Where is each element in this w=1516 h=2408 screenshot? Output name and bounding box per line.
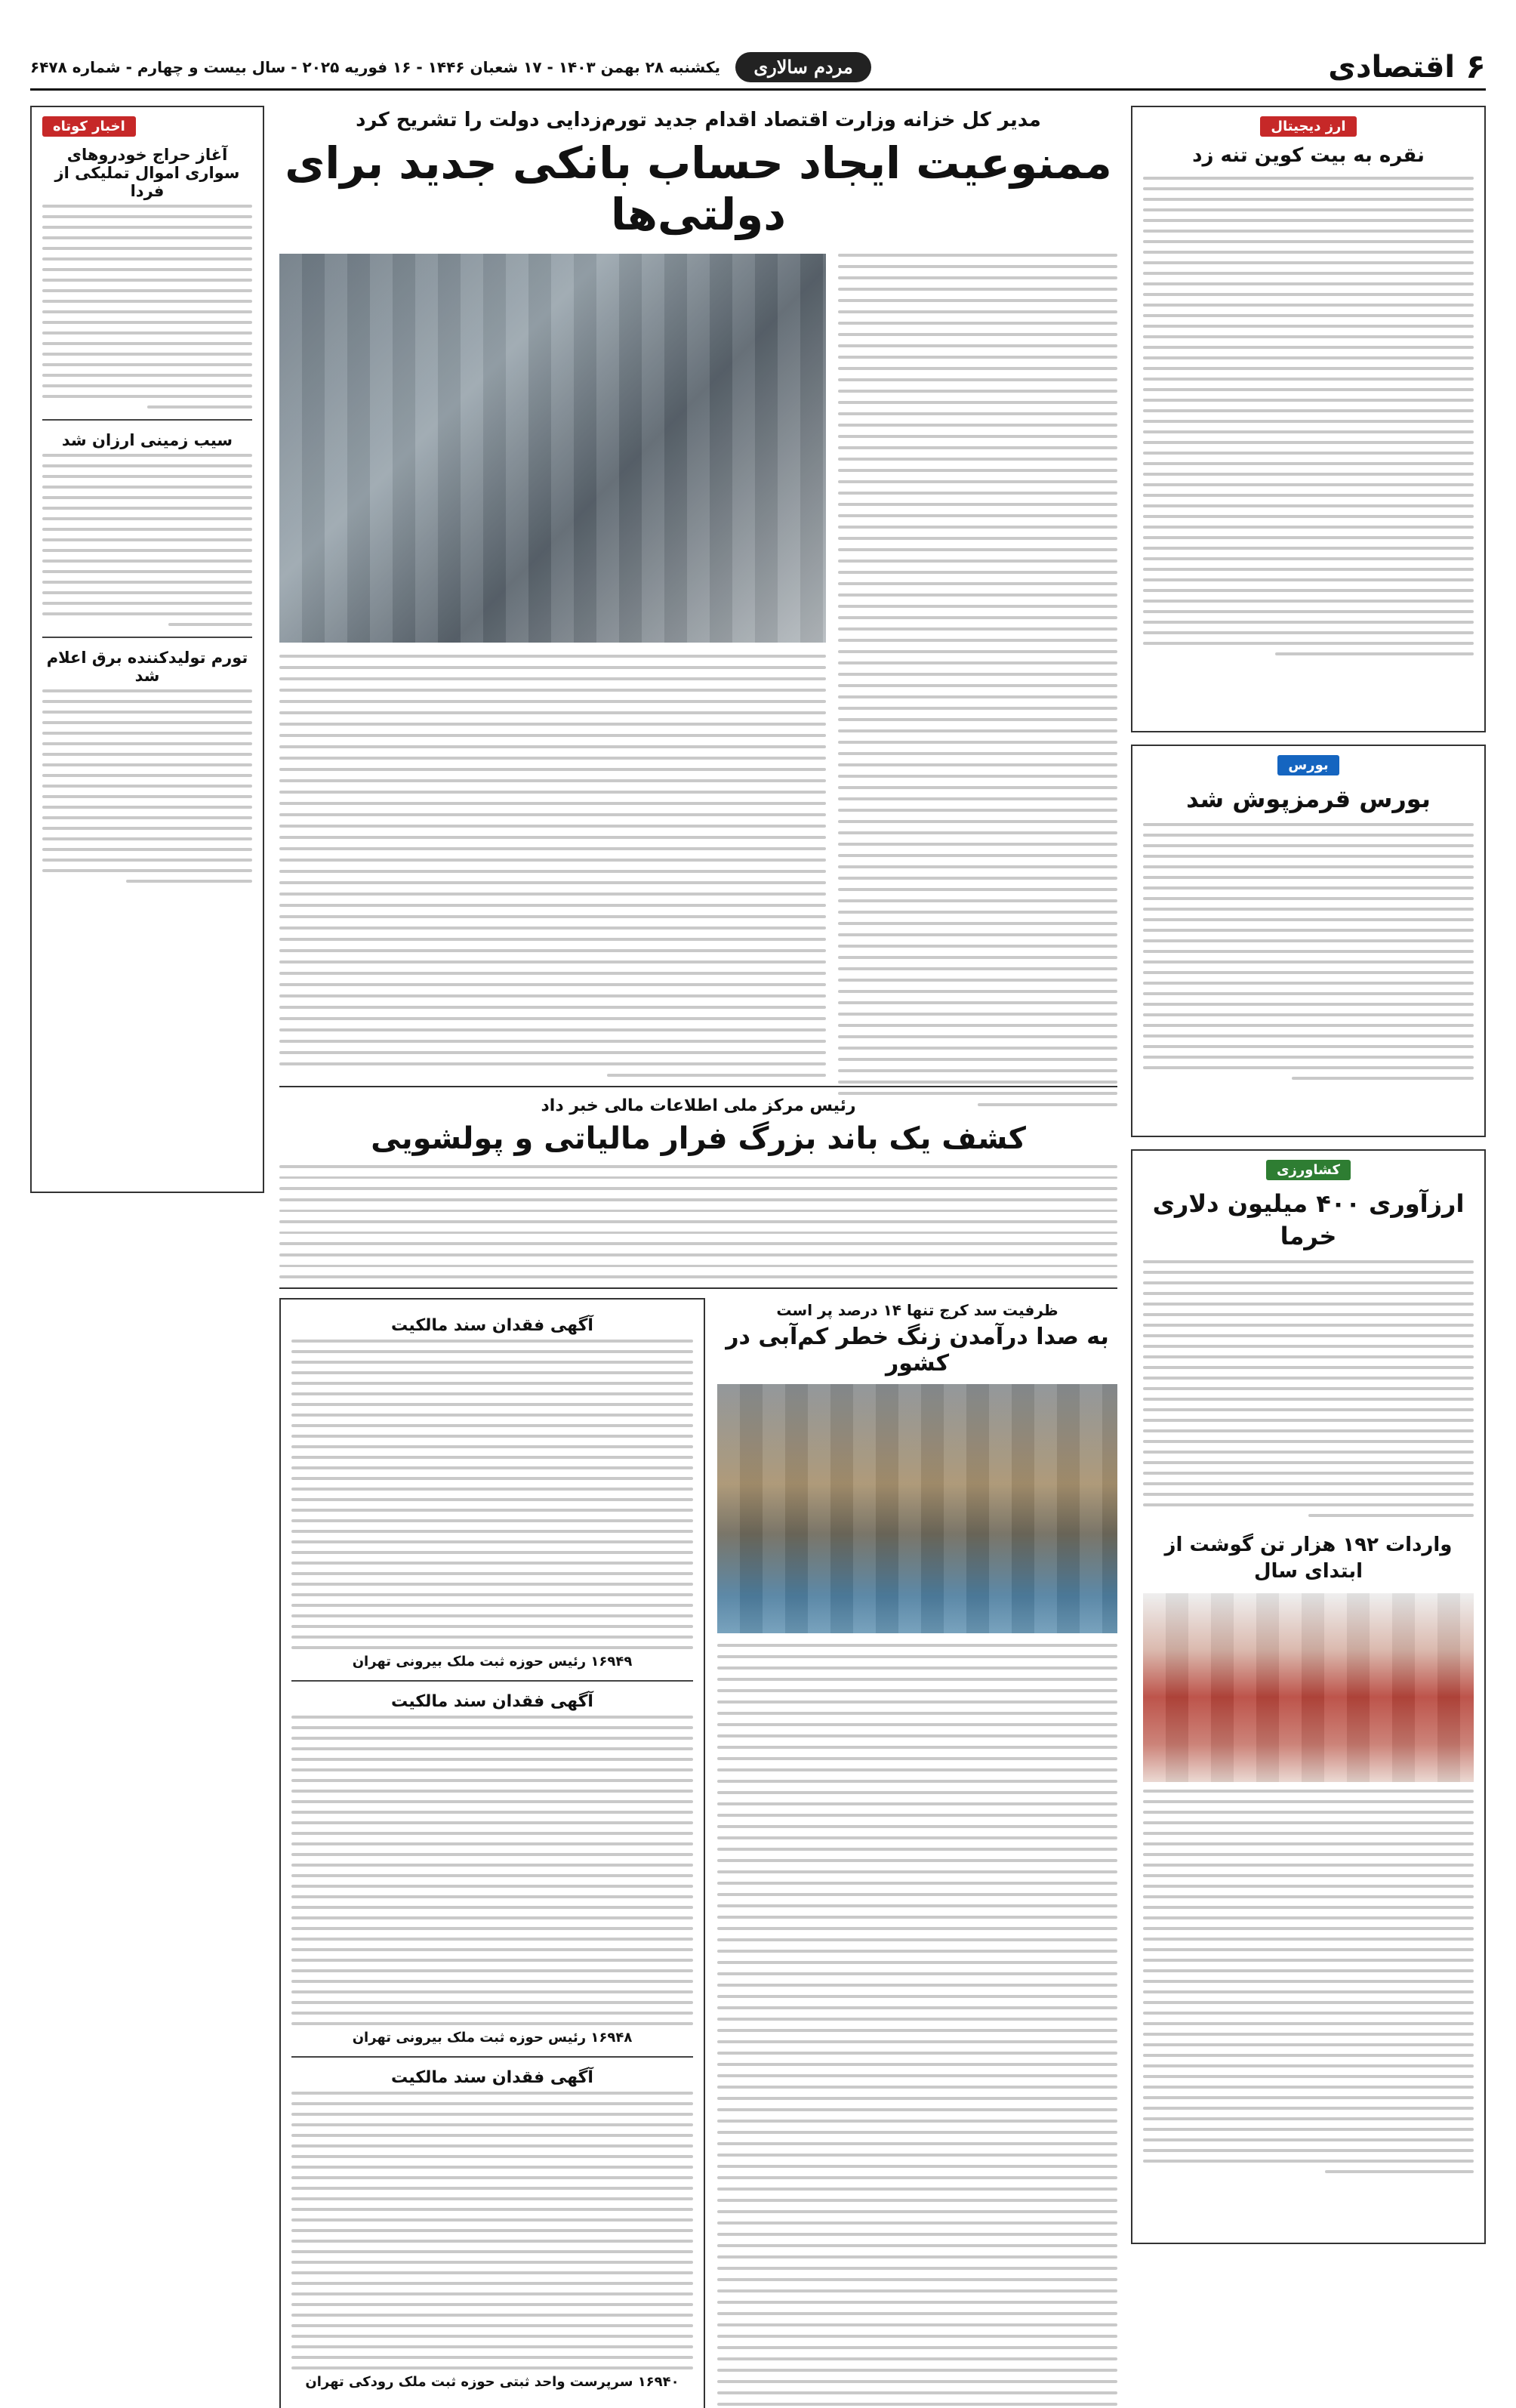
- main-column: [279, 106, 1117, 2408]
- crypto-body: [1143, 177, 1474, 655]
- ad-1-title: آگهی فقدان سند مالکیت: [391, 1316, 593, 1335]
- ad-2-title: آگهی فقدان سند مالکیت: [391, 1692, 593, 1711]
- short-news-body-1: [42, 205, 252, 409]
- meat-body: [1143, 1790, 1474, 2173]
- short-news-title-3: تورم تولیدکننده برق اعلام شد: [46, 649, 248, 685]
- ad-2-body: [291, 1716, 693, 2025]
- crypto-title: نقره به بیت کوین تنه زد: [1192, 144, 1425, 167]
- ad-3-title: آگهی فقدان سند مالکیت: [391, 2068, 593, 2087]
- main-story-left: [279, 254, 826, 1077]
- agriculture-tag: کشاورزی: [1266, 1160, 1351, 1180]
- crypto-box: [1131, 106, 1486, 732]
- dates-body: [1143, 1260, 1474, 1517]
- ad-1-signature: ۱۶۹۴۹ رئیس حوزه ثبت ملک بیرونی تهران: [352, 1654, 633, 1670]
- second-headline: کشف یک باند بزرگ فرار مالیاتی و پولشویی: [371, 1121, 1026, 1156]
- main-story-lead: [838, 254, 1117, 1106]
- second-story-body: [279, 1165, 1117, 1278]
- dam-photo: [717, 1384, 1117, 1633]
- agriculture-box: [1131, 1149, 1486, 2244]
- crypto-tag: ارز دیجیتال: [1260, 116, 1356, 137]
- short-news-body-3: [42, 689, 252, 883]
- meat-photo: [1143, 1593, 1474, 1782]
- left-column: [30, 106, 264, 1205]
- main-headline: ممنوعیت ایجاد حساب بانکی جدید برای دولتی‌ها: [285, 137, 1112, 240]
- ad-1-body: [291, 1340, 693, 1649]
- section-name: اقتصادی: [1328, 49, 1456, 85]
- bottom-section: [279, 1298, 1117, 2408]
- short-news-tag: اخبار کوتاه: [42, 116, 136, 137]
- main-story-body: [279, 655, 826, 1077]
- bourse-tag: بورس: [1277, 755, 1339, 775]
- ad-2-signature: ۱۶۹۴۸ رئیس حوزه ثبت ملک بیرونی تهران: [352, 2030, 633, 2046]
- ad-3-body: [291, 2092, 693, 2369]
- legal-ads: [279, 1298, 705, 2408]
- newspaper-logo: مردم سالاری: [735, 52, 871, 82]
- right-column: [1131, 106, 1486, 2256]
- dates-title: ارزآوری ۴۰۰ میلیون دلاری خرما: [1152, 1189, 1465, 1251]
- bank-photo: [279, 254, 826, 643]
- masthead: [30, 45, 1486, 91]
- bourse-body: [1143, 823, 1474, 1080]
- main-kicker: مدیر کل خزانه وزارت اقتصاد اقدام جدید تورم‌زدایی دولت را تشریح کرد: [356, 109, 1041, 131]
- short-news-body-2: [42, 454, 252, 626]
- water-story: [717, 1298, 1117, 2408]
- water-kicker: ظرفیت سد کرج تنها ۱۴ درصد پر است: [776, 1301, 1058, 1319]
- water-headline: به صدا درآمدن زنگ خطر کم‌آبی در کشور: [726, 1324, 1109, 1377]
- bourse-box: [1131, 745, 1486, 1137]
- water-story-body: [717, 1644, 1117, 2408]
- short-news-box: [30, 106, 264, 1193]
- dateline: یکشنبه ۲۸ بهمن ۱۴۰۳ - ۱۷ شعبان ۱۴۴۶ - ۱۶ فوریه ۲۰۲۵ - سال بیست و چهارم - شماره ۶۴۷۸: [30, 57, 721, 76]
- meat-title: واردات ۱۹۲ هزار تن گوشت از ابتدای سال: [1164, 1534, 1453, 1583]
- second-kicker: رئیس مرکز ملی اطلاعات مالی خبر داد: [541, 1096, 856, 1115]
- ad-3-signature: ۱۶۹۴۰ سرپرست واحد ثبتی حوزه ثبت ملک رودکی تهران: [305, 2374, 679, 2390]
- short-news-title-1: آغاز حراج خودروهای سواری اموال تملیکی از فردا: [54, 146, 240, 200]
- main-story-right: [838, 254, 1117, 1077]
- section-header: [1328, 48, 1486, 86]
- short-news-title-2: سیب زمینی ارزان شد: [61, 431, 233, 449]
- masthead-left: [30, 52, 871, 82]
- bourse-title: بورس قرمزپوش شد: [1186, 785, 1431, 813]
- page-number: ۶: [1465, 48, 1486, 86]
- main-story: [279, 254, 1117, 1077]
